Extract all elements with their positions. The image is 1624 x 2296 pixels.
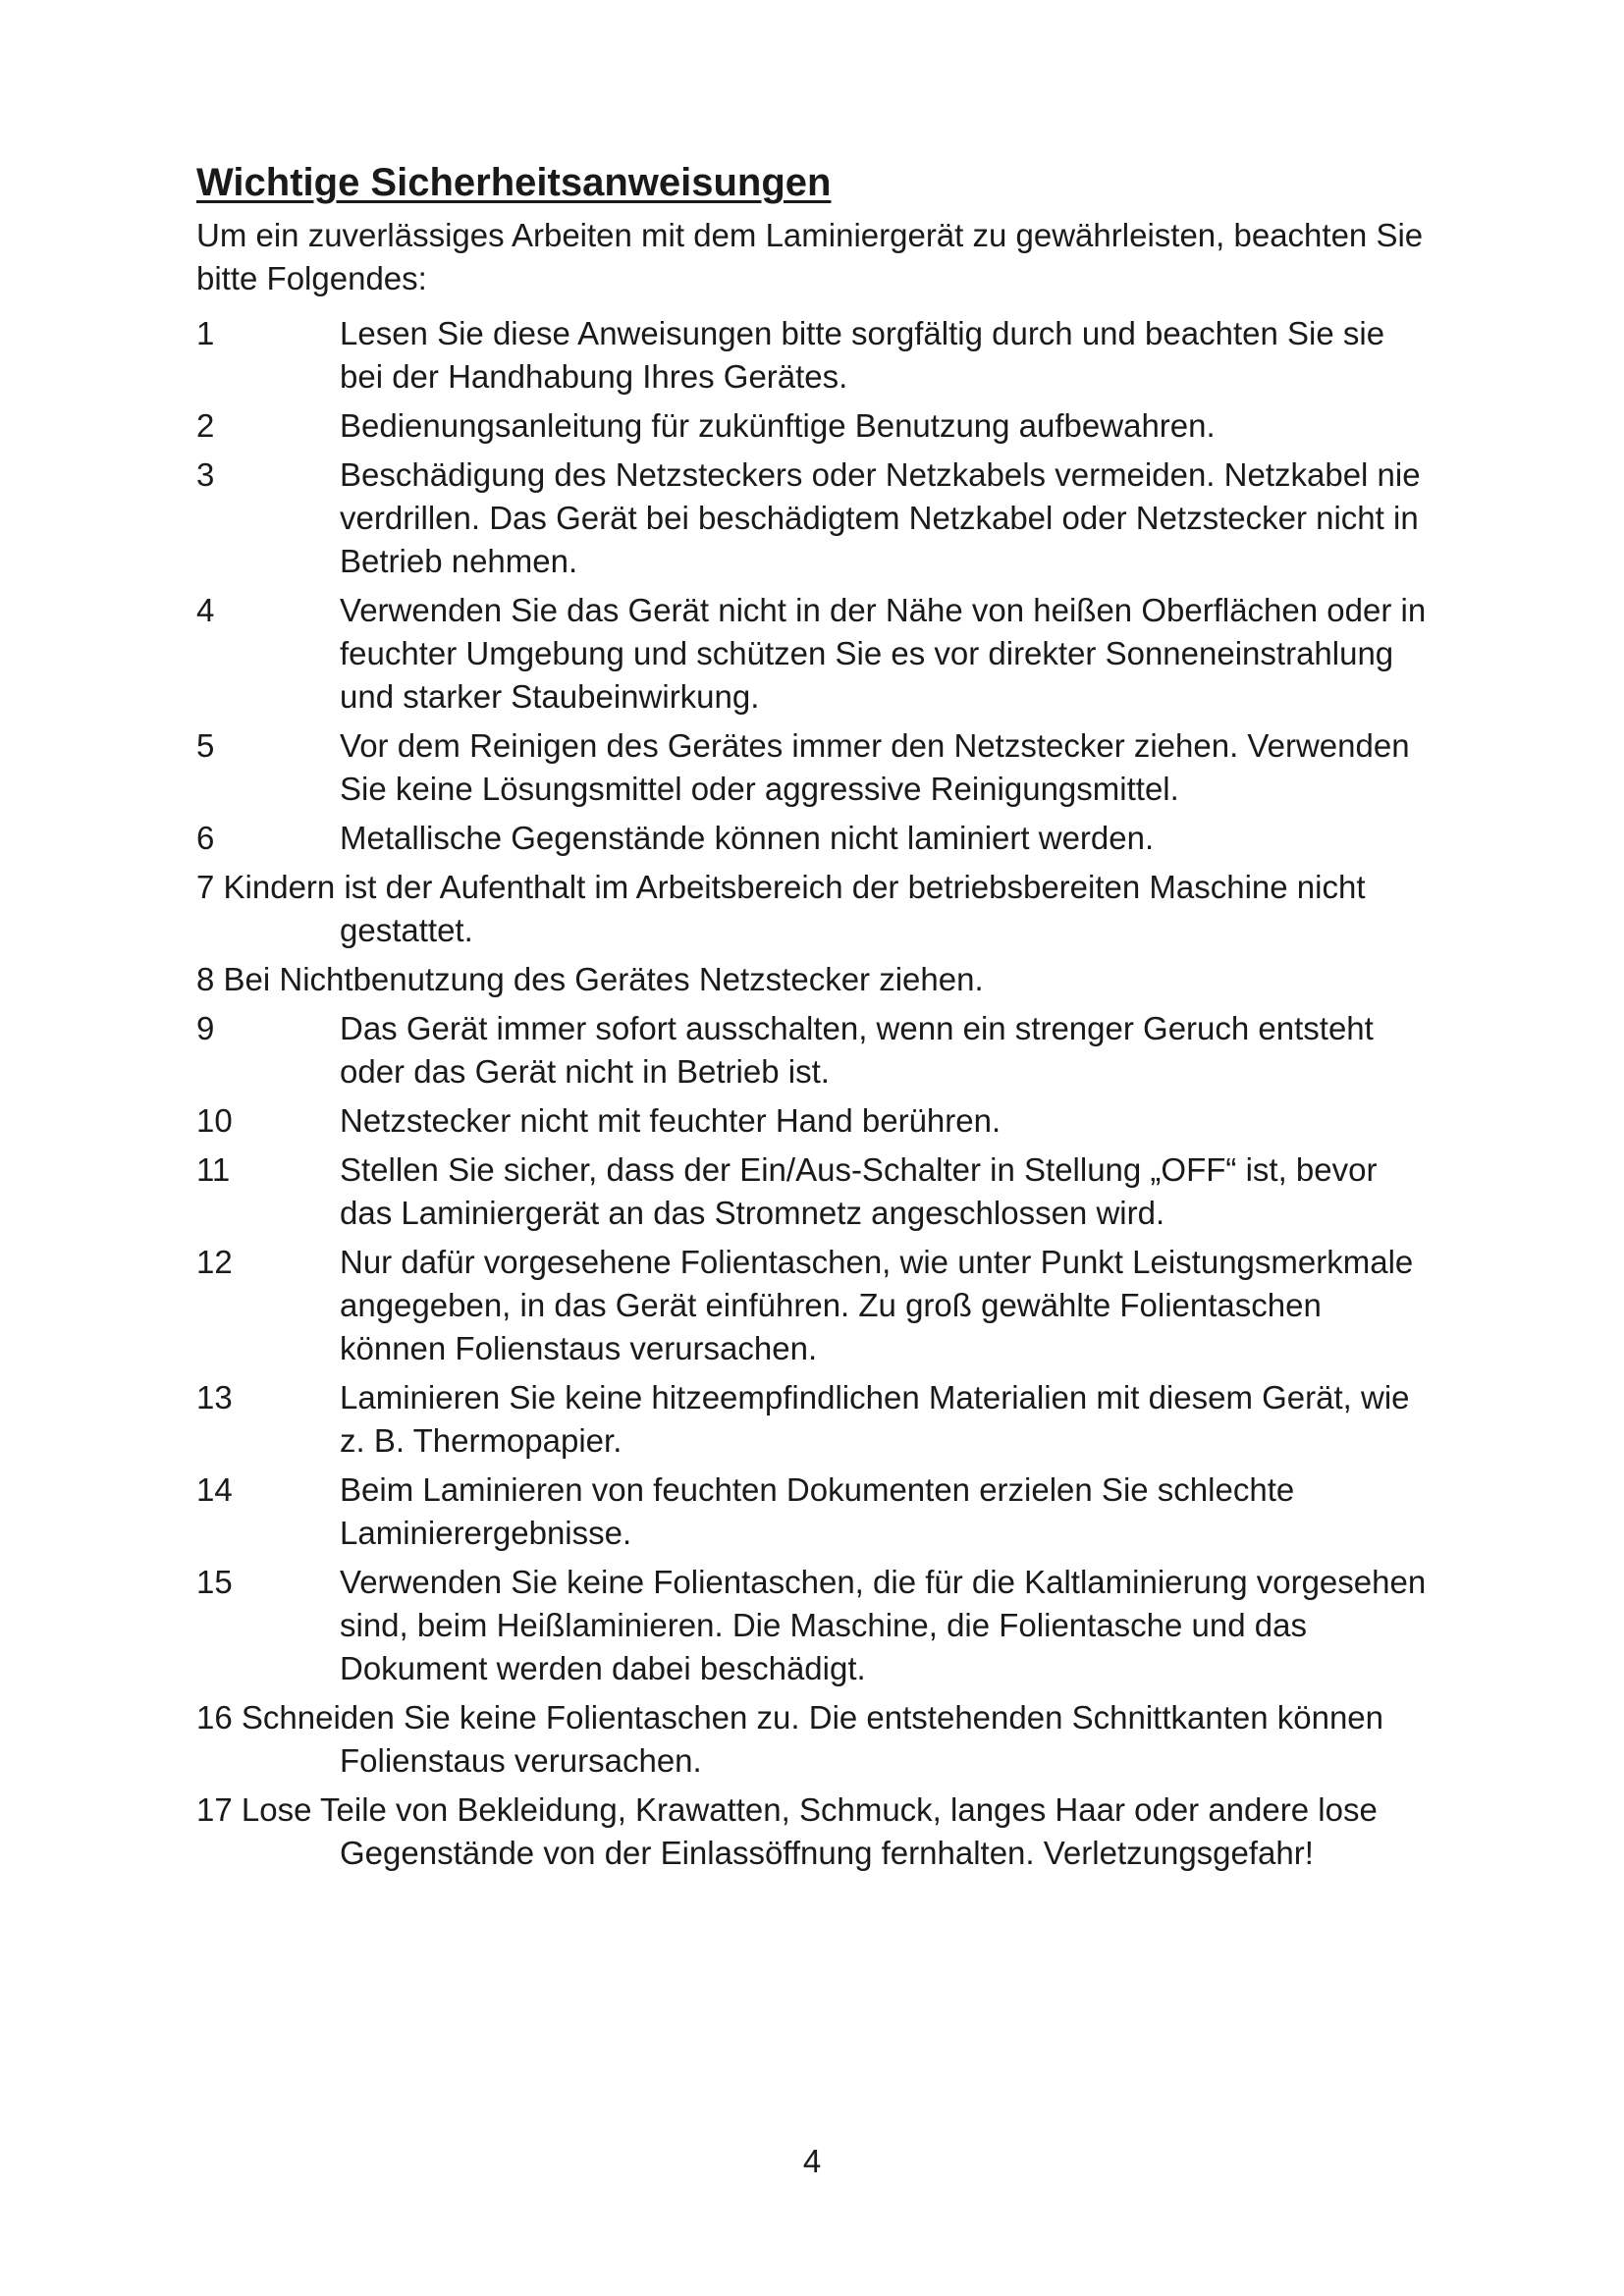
- list-item: [196, 1099, 1434, 1143]
- item-text: Verwenden Sie das Gerät nicht in der Nähe von heißen Oberflächen oder in feuchter Umgebung und schützen Sie es vor direkter Sonneneinstrahlung und starker Staubeinwirkung.: [340, 592, 1427, 715]
- list-item: [196, 1007, 1434, 1094]
- item-text: Netzstecker nicht mit feuchter Hand berühren.: [340, 1102, 1001, 1139]
- item-text: Das Gerät immer sofort ausschalten, wenn ein strenger Geruch entsteht oder das Gerät nicht in Betrieb ist.: [340, 1010, 1374, 1090]
- intro-paragraph: Um ein zuverlässiges Arbeiten mit dem Laminiergerät zu gewährleisten, beachten Sie bitte Folgendes:: [196, 217, 1424, 296]
- list-item: [196, 312, 1434, 399]
- item-number: 16: [196, 1699, 242, 1735]
- item-number: 15: [196, 1564, 233, 1600]
- item-number: 6: [196, 820, 215, 856]
- item-number: 14: [196, 1471, 233, 1508]
- page-title: Wichtige Sicherheitsanweisungen: [196, 161, 832, 204]
- item-number: 10: [196, 1102, 233, 1139]
- item-text: Vor dem Reinigen des Gerätes immer den Netzstecker ziehen. Verwenden Sie keine Lösungsmittel oder aggressive Reinigungsmittel.: [340, 727, 1410, 807]
- item-text: Schneiden Sie keine Folientaschen zu. Die entstehenden Schnittkanten können Folienstaus verursachen.: [241, 1699, 1384, 1779]
- item-number: 2: [196, 407, 215, 444]
- list-item: [196, 1561, 1434, 1690]
- list-item: [196, 1468, 1434, 1555]
- list-item: [196, 817, 1434, 860]
- item-number: 13: [196, 1379, 233, 1415]
- list-item: [196, 958, 1434, 1001]
- item-text: Nur dafür vorgesehene Folientaschen, wie unter Punkt Leistungsmerkmale angegeben, in das Gerät einführen. Zu groß gewählte Folientaschen können Folienstaus verursachen.: [340, 1244, 1414, 1366]
- list-item: [196, 589, 1434, 719]
- item-text: Beim Laminieren von feuchten Dokumenten erzielen Sie schlechte Laminierergebnisse.: [340, 1471, 1295, 1551]
- item-number: 8: [196, 961, 224, 997]
- item-number: 3: [196, 456, 215, 493]
- list-item: [196, 1696, 1434, 1783]
- item-text: Bei Nichtbenutzung des Gerätes Netzstecker ziehen.: [223, 961, 984, 997]
- list-item: [196, 404, 1434, 448]
- item-number: 9: [196, 1010, 215, 1046]
- list-item: [196, 454, 1434, 583]
- item-number: 12: [196, 1244, 233, 1280]
- list-item: [196, 724, 1434, 811]
- item-text: Beschädigung des Netzsteckers oder Netzkabels vermeiden. Netzkabel nie verdrillen. Das Gerät bei beschädigtem Netzkabel oder Netzstecker nicht in Betrieb nehmen.: [340, 456, 1421, 579]
- list-item: [196, 866, 1434, 952]
- item-text: Lesen Sie diese Anweisungen bitte sorgfältig durch und beachten Sie sie bei der Handhabung Ihres Gerätes.: [340, 315, 1385, 395]
- item-text: Kindern ist der Aufenthalt im Arbeitsbereich der betriebsbereiten Maschine nicht gestattet.: [223, 869, 1366, 948]
- item-text: Verwenden Sie keine Folientaschen, die für die Kaltlaminierung vorgesehen sind, beim Heißlaminieren. Die Maschine, die Folientasche und das Dokument werden dabei beschädigt.: [340, 1564, 1427, 1686]
- item-number: 4: [196, 592, 215, 628]
- item-number: 5: [196, 727, 215, 764]
- item-text: Bedienungsanleitung für zukünftige Benutzung aufbewahren.: [340, 407, 1216, 444]
- document-page: [196, 159, 1434, 1881]
- item-number: 17: [196, 1791, 242, 1828]
- item-number: 1: [196, 315, 215, 351]
- item-text: Laminieren Sie keine hitzeempfindlichen Materialien mit diesem Gerät, wie z. B. Thermopapier.: [340, 1379, 1410, 1459]
- list-item: [196, 1376, 1434, 1463]
- list-item: [196, 1148, 1434, 1235]
- item-number: 11: [196, 1151, 231, 1188]
- item-text: Metallische Gegenstände können nicht laminiert werden.: [340, 820, 1155, 856]
- list-item: [196, 1789, 1434, 1875]
- page-number: 4: [802, 2143, 822, 2179]
- item-text: Lose Teile von Bekleidung, Krawatten, Schmuck, langes Haar oder andere lose Gegenstände von der Einlassöffnung fernhalten. Verletzungsgefahr!: [241, 1791, 1378, 1871]
- safety-instructions-list: [196, 312, 1434, 1875]
- item-number: 7: [196, 869, 224, 905]
- item-text: Stellen Sie sicher, dass der Ein/Aus-Schalter in Stellung „OFF“ ist, bevor das Laminiergerät an das Stromnetz angeschlossen wird.: [340, 1151, 1378, 1231]
- list-item: [196, 1241, 1434, 1370]
